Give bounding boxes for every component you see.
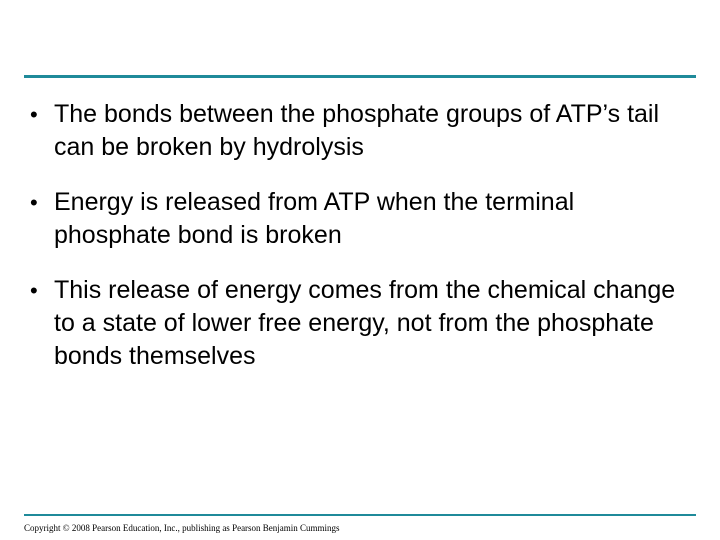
bullet-list	[24, 98, 696, 395]
bullet-icon: •	[30, 102, 38, 127]
copyright-footer: Copyright © 2008 Pearson Education, Inc., publishing as Pearson Benjamin Cummings	[24, 523, 340, 533]
bullet-icon: •	[30, 190, 38, 215]
bullet-text: This release of energy comes from the chemical change to a state of lower free energy, not from the phosphate bonds themselves	[54, 276, 676, 370]
bullet-icon: •	[30, 278, 38, 303]
bottom-divider	[24, 514, 696, 516]
bullet-text: Energy is released from ATP when the terminal phosphate bond is broken	[54, 188, 575, 249]
bullet-item	[24, 98, 696, 164]
top-divider	[24, 75, 696, 78]
bullet-text: The bonds between the phosphate groups of ATP’s tail can be broken by hydrolysis	[54, 100, 660, 161]
bullet-item	[24, 274, 696, 373]
bullet-item	[24, 186, 696, 252]
